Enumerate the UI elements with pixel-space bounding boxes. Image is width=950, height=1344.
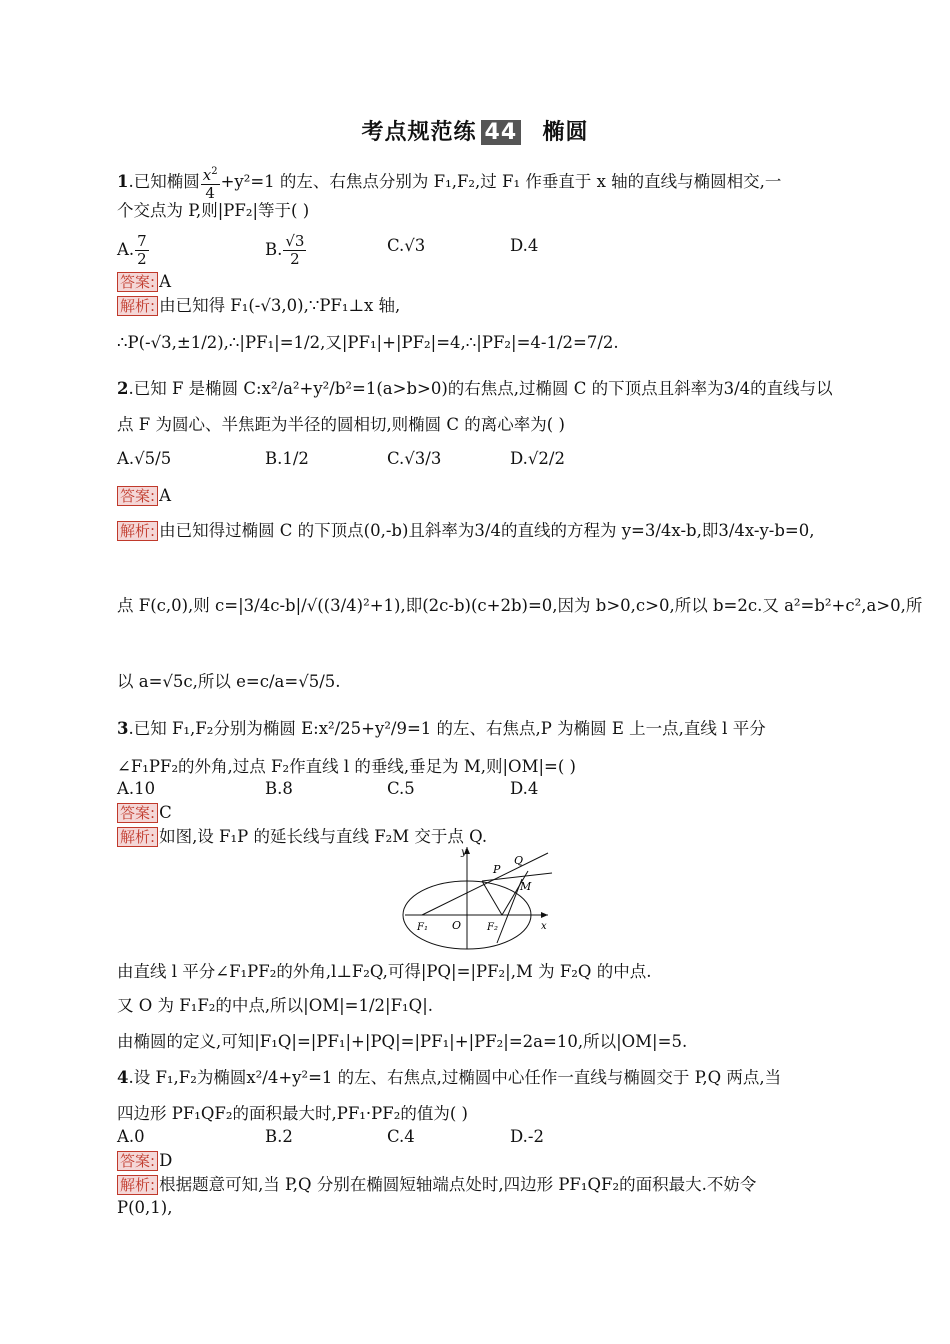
q4-number: 4 xyxy=(117,1068,129,1087)
page-title xyxy=(0,115,950,146)
q3-analysis-4: 由椭圆的定义,可知|F₁Q|=|PF₁|+|PQ|=|PF₁|+|PF₂|=2a=10,所以|OM|=5. xyxy=(117,1032,688,1051)
q2-option-c[interactable]: C.√3/3 xyxy=(387,449,442,468)
q3-option-c[interactable]: C.5 xyxy=(387,779,415,798)
fig-label-q: Q xyxy=(514,854,524,867)
fig-label-f2: F₂ xyxy=(487,922,498,933)
q2-analysis-2: 点 F(c,0),则 c=|3/4c-b|/√((3/4)²+1),即(2c-b)(c+2b)=0,因为 b>0,c>0,所以 b=2c.又 a²=b²+c²,a>0,所 xyxy=(117,596,923,615)
q1-analysis-1-text: 由已知得 F₁(-√3,0),∵PF₁⊥x 轴, xyxy=(159,296,401,315)
q3-option-a[interactable]: A.10 xyxy=(117,779,156,798)
q1-option-c[interactable]: C.√3 xyxy=(387,236,426,255)
answer-tag: 答案: xyxy=(117,486,158,506)
title-main: 考点规范练 xyxy=(361,120,477,145)
q1-stem-line-1 xyxy=(117,163,781,202)
q3-text-a: .已知 F₁,F₂分别为椭圆 E:x²/25+y²/9=1 的左、右焦点,P 为椭圆 E 上一点,直线 l 平分 xyxy=(128,719,766,738)
q1-number: 1 xyxy=(117,172,129,191)
q4-analysis-1-text: 根据题意可知,当 P,Q 分别在椭圆短轴端点处时,四边形 PF₁QF₂的面积最大.不妨令 xyxy=(159,1175,757,1194)
q3-analysis-3: 又 O 为 F₁F₂的中点,所以|OM|=1/2|F₁Q|. xyxy=(117,996,434,1015)
q3-analysis-2: 由直线 l 平分∠F₁PF₂的外角,l⊥F₂Q,可得|PQ|=|PF₂|,M 为 F₂Q 的中点. xyxy=(117,962,652,981)
q2-stem-line-2: 点 F 为圆心、半焦距为半径的圆相切,则椭圆 C 的离心率为( ) xyxy=(117,415,565,434)
q2-option-a[interactable]: A.√5/5 xyxy=(117,449,172,468)
q4-option-c[interactable]: C.4 xyxy=(387,1127,415,1146)
q1-analysis-2: ∴P(-√3,±1/2),∴|PF₁|=1/2,又|PF₁|+|PF₂|=4,∴|PF₂|=4-1/2=7/2. xyxy=(117,333,619,352)
title-topic: 椭圆 xyxy=(542,120,589,145)
q1-stem-line-2: 个交点为 P,则|PF₂|等于( ) xyxy=(117,201,310,220)
q3-number: 3 xyxy=(117,719,129,738)
q4-option-d[interactable]: D.-2 xyxy=(510,1127,544,1146)
q2-analysis-3: 以 a=√5c,所以 e=c/a=√5/5. xyxy=(117,672,341,691)
q1-option-d[interactable]: D.4 xyxy=(510,236,539,255)
q1-answer-value: A xyxy=(159,272,171,291)
q3-answer-value: C xyxy=(159,803,172,822)
analysis-tag: 解析: xyxy=(117,296,158,316)
q2-option-b[interactable]: B.1/2 xyxy=(265,449,309,468)
fig-label-x: x xyxy=(541,921,547,932)
q1-text-a: .已知椭圆 xyxy=(128,172,200,191)
analysis-tag: 解析: xyxy=(117,1175,158,1195)
q1-option-b[interactable]: B. $\frac{√3}{2}$ xyxy=(265,232,305,268)
q4-text-a: .设 F₁,F₂为椭圆x²/4+y²=1 的左、右焦点,过椭圆中心任作一直线与椭圆交于 P,Q 两点,当 xyxy=(128,1068,782,1087)
fig-label-p: P xyxy=(493,863,501,876)
q4-option-a[interactable]: A.0 xyxy=(117,1127,145,1146)
q2-analysis-1-text: 由已知得过椭圆 C 的下顶点(0,-b)且斜率为3/4的直线的方程为 y=3/4x-b,即3/4x-y-b=0, xyxy=(159,521,815,540)
answer-tag: 答案: xyxy=(117,272,158,292)
answer-tag: 答案: xyxy=(117,803,158,823)
ellipse-figure xyxy=(400,843,560,953)
q1-option-b-label: B. xyxy=(265,240,283,259)
q2-stem-line-1 xyxy=(117,379,833,399)
q4-stem-line-1 xyxy=(117,1068,781,1088)
fig-label-m: M xyxy=(520,880,532,893)
fig-label-o: O xyxy=(452,919,462,932)
q1-text-b: +y²=1 的左、右焦点分别为 F₁,F₂,过 F₁ 作垂直于 x 轴的直线与椭圆相交,一 xyxy=(220,172,782,191)
q2-analysis-1 xyxy=(117,521,815,541)
q1-option-a-label: A. xyxy=(117,240,135,259)
q3-stem-line-1 xyxy=(117,719,766,739)
q3-option-d[interactable]: D.4 xyxy=(510,779,539,798)
q3-option-b[interactable]: B.8 xyxy=(265,779,293,798)
fig-label-f1: F₁ xyxy=(417,922,428,933)
fig-label-y: y xyxy=(461,847,467,858)
q1-option-a[interactable]: A. $\frac{7}{2}$ xyxy=(117,232,147,268)
q1-analysis-1 xyxy=(117,296,400,316)
title-number-badge: 44 xyxy=(481,120,522,145)
q3-stem-line-2: ∠F₁PF₂的外角,过点 F₂作直线 l 的垂线,垂足为 M,则|OM|=( ) xyxy=(117,757,576,776)
q2-text-a: .已知 F 是椭圆 C:x²/a²+y²/b²=1(a>b>0)的右焦点,过椭圆 C 的下顶点且斜率为3/4的直线与以 xyxy=(128,379,833,398)
q3-answer xyxy=(117,803,172,823)
q2-number: 2 xyxy=(117,379,129,398)
q4-analysis-2: P(0,1), xyxy=(117,1198,173,1217)
q4-analysis-1 xyxy=(117,1175,756,1195)
q3-analysis-1-text: 如图,设 F₁P 的延长线与直线 F₂M 交于点 Q. xyxy=(159,827,488,846)
analysis-tag: 解析: xyxy=(117,521,158,541)
q4-stem-line-2: 四边形 PF₁QF₂的面积最大时,PF₁·PF₂的值为( ) xyxy=(117,1104,468,1123)
q4-option-b[interactable]: B.2 xyxy=(265,1127,293,1146)
q2-answer xyxy=(117,486,171,506)
q4-answer xyxy=(117,1151,172,1171)
q4-answer-value: D xyxy=(159,1151,173,1170)
q1-answer xyxy=(117,272,171,292)
q2-answer-value: A xyxy=(159,486,171,505)
q2-option-d[interactable]: D.√2/2 xyxy=(510,449,565,468)
q1-fraction: $\frac{x^2}{4}$ xyxy=(201,163,220,202)
answer-tag: 答案: xyxy=(117,1151,158,1171)
analysis-tag: 解析: xyxy=(117,827,158,847)
